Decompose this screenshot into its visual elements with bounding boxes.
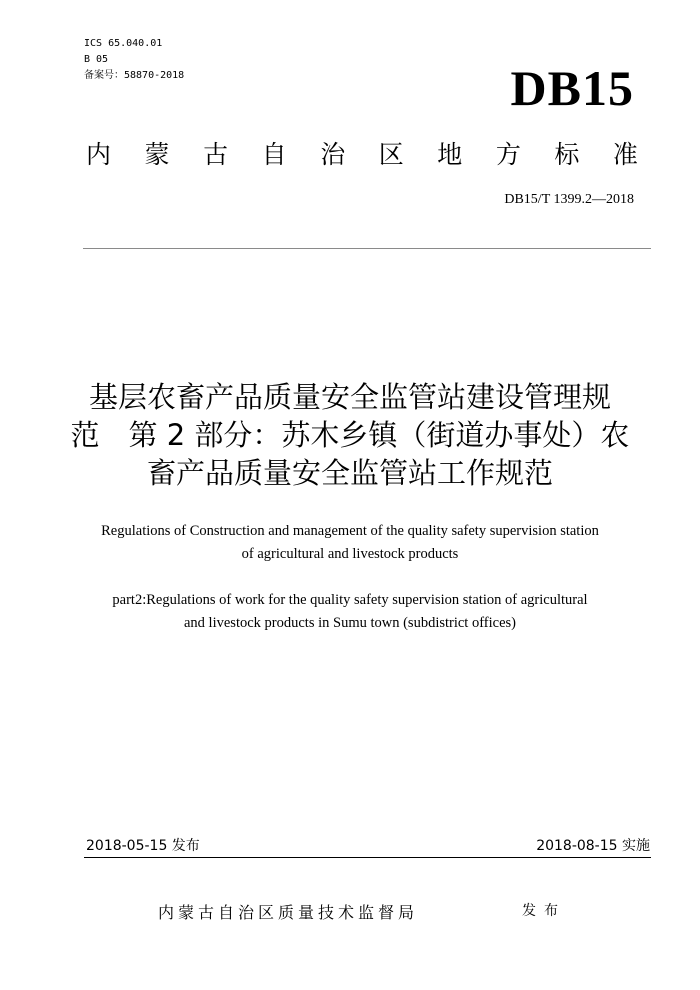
english-title xyxy=(60,520,640,566)
english-subtitle xyxy=(60,589,640,635)
chinese-title-line: 基层农畜产品质量安全监管站建设管理规 xyxy=(88,380,611,414)
issue-label: 发布 xyxy=(522,903,566,919)
chinese-title-line: 畜产品质量安全监管站工作规范 xyxy=(146,456,553,490)
issuing-authority: 内蒙古自治区质量技术监督局 xyxy=(158,903,419,922)
standard-type-char: 内 xyxy=(86,140,112,169)
standard-type-char: 地 xyxy=(437,140,463,169)
release-date: 2018-05-15 发布 xyxy=(86,838,200,854)
english-subtitle-line: part2:Regulations of work for the quality safety supervision station of agricultural xyxy=(112,592,588,608)
standard-type-char: 治 xyxy=(320,140,346,169)
chinese-title-line: 范 第 2 部分：苏木乡镇（街道办事处）农 xyxy=(70,418,630,452)
chinese-title xyxy=(60,378,640,492)
header-divider xyxy=(83,248,651,249)
record-number: 备案号：58870-2018 xyxy=(84,70,185,81)
standard-type-char: 准 xyxy=(612,140,638,169)
standard-type-char: 标 xyxy=(554,140,580,169)
english-subtitle-line: and livestock products in Sumu town (subdistrict offices) xyxy=(184,615,516,631)
standard-type-char: 自 xyxy=(261,140,287,169)
standard-type-char: 区 xyxy=(378,140,404,169)
implementation-date: 2018-08-15 实施 xyxy=(536,838,650,854)
english-title-line: of agricultural and livestock products xyxy=(241,546,459,562)
classification-block xyxy=(84,36,184,84)
standard-type-char: 蒙 xyxy=(144,140,170,169)
standard-type-heading xyxy=(86,138,638,172)
standard-type-char: 古 xyxy=(203,140,229,169)
standard-code-logo: DB15 xyxy=(510,60,634,116)
english-title-line: Regulations of Construction and management of the quality safety supervision station xyxy=(101,523,599,539)
ics-code: ICS 65.040.01 xyxy=(84,38,163,49)
standard-number: DB15/T 1399.2—2018 xyxy=(504,192,634,207)
standard-type-char: 方 xyxy=(495,140,521,169)
ccs-code: B 05 xyxy=(84,54,109,65)
footer-divider xyxy=(84,857,651,858)
